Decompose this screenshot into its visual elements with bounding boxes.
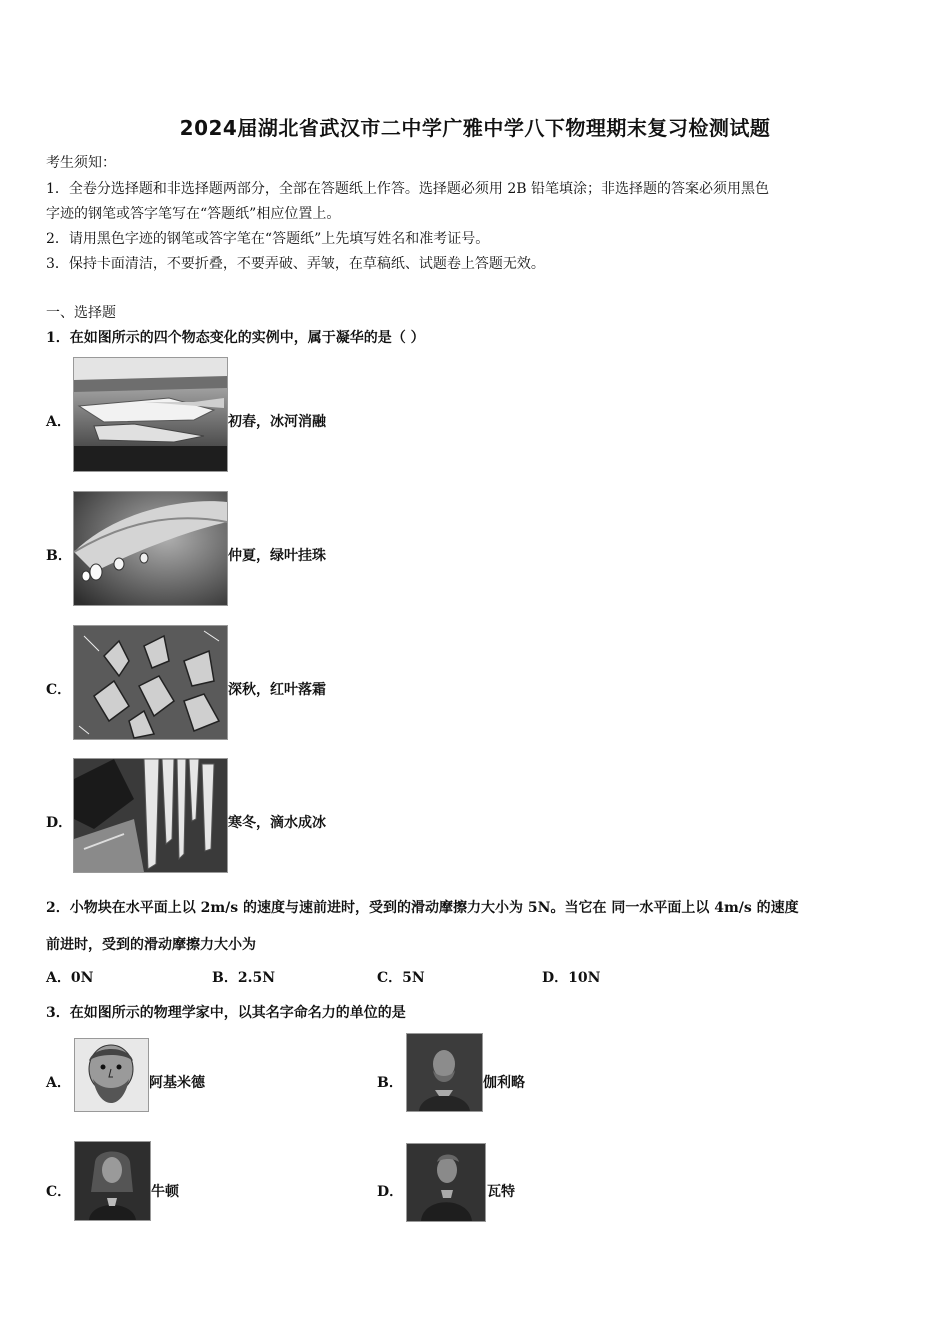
watt-portrait — [406, 1143, 486, 1222]
notice-item-1a: 1．全卷分选择题和非选择题两部分，全部在答题纸上作答。选择题必须用 2B 铅笔填涂；非选择题的答案必须用黑色 — [46, 181, 769, 197]
q3-option-d-caption: 瓦特 — [487, 1184, 515, 1200]
q3-option-c-letter: C． — [46, 1184, 72, 1200]
q2-choice-c — [377, 967, 425, 987]
q1-option-b-caption: 仲夏，绿叶挂珠 — [228, 548, 326, 564]
q2-choice-a-letter: A． — [46, 970, 71, 986]
q1-option-a-caption: 初春，冰河消融 — [228, 414, 326, 430]
q2-choice-a — [46, 967, 93, 987]
q1-option-c-caption: 深秋，红叶落霜 — [228, 682, 326, 698]
q3-option-b-caption: 伽利略 — [483, 1075, 525, 1091]
q2-choice-c-letter: C． — [377, 970, 403, 986]
notice-heading: 考生须知： — [46, 155, 116, 171]
notice-item-1b: 字迹的钢笔或答字笔写在“答题纸”相应位置上。 — [46, 206, 341, 222]
icicles-photo — [73, 758, 228, 873]
q1-option-a-letter: A． — [46, 414, 71, 430]
archimedes-portrait — [74, 1038, 149, 1112]
q3-option-c-caption: 牛顿 — [151, 1184, 179, 1200]
newton-portrait — [74, 1141, 151, 1221]
q2-choice-a-value: 0N — [70, 970, 94, 986]
q2-choice-c-value: 5N — [402, 970, 425, 986]
frosted-leaves-photo — [73, 625, 228, 740]
q2-choice-d-letter: D． — [542, 970, 569, 986]
notice-item-3: 3．保持卡面清洁，不要折叠，不要弄破、弄皱，在草稿纸、试题卷上答题无效。 — [46, 256, 545, 272]
q2-choice-b-value: 2.5N — [237, 970, 275, 986]
q3-option-a-caption: 阿基米德 — [149, 1075, 205, 1091]
leaf-dew-photo — [73, 491, 228, 606]
galileo-portrait — [406, 1033, 483, 1112]
q2-choice-d — [542, 967, 600, 987]
question-2-stem-line1: 2．小物块在水平面上以 2m/s 的速度与速前进时，受到的滑动摩擦力大小为 5N。当它在 同一水平面上以 4m/s 的速度 — [46, 900, 799, 916]
q1-option-c-letter: C． — [46, 682, 72, 698]
notice-item-2: 2．请用黑色字迹的钢笔或答字笔在“答题纸”上先填写姓名和准考证号。 — [46, 231, 490, 247]
section-heading: 一、选择题 — [46, 305, 116, 321]
page-title: 2024届湖北省武汉市二中学广雅中学八下物理期末复习检测试题 — [179, 116, 771, 140]
q1-option-d-letter: D． — [46, 815, 73, 831]
q1-option-b-letter: B． — [46, 548, 72, 564]
frozen-river-photo — [73, 357, 228, 472]
q3-option-a-letter: A． — [46, 1075, 71, 1091]
q1-option-d-caption: 寒冬，滴水成冰 — [228, 815, 326, 831]
q2-choice-b-letter: B． — [212, 970, 238, 986]
question-3-stem: 3．在如图所示的物理学家中，以其名字命名力的单位的是 — [46, 1005, 406, 1021]
q2-choice-b — [212, 967, 275, 987]
q3-option-d-letter: D． — [377, 1184, 404, 1200]
question-1-stem: 1．在如图所示的四个物态变化的实例中，属于凝华的是（ ） — [46, 330, 425, 346]
q2-choice-d-value: 10N — [568, 970, 601, 986]
question-2-stem-line2: 前进时，受到的滑动摩擦力大小为 — [46, 937, 256, 953]
q3-option-b-letter: B． — [377, 1075, 403, 1091]
